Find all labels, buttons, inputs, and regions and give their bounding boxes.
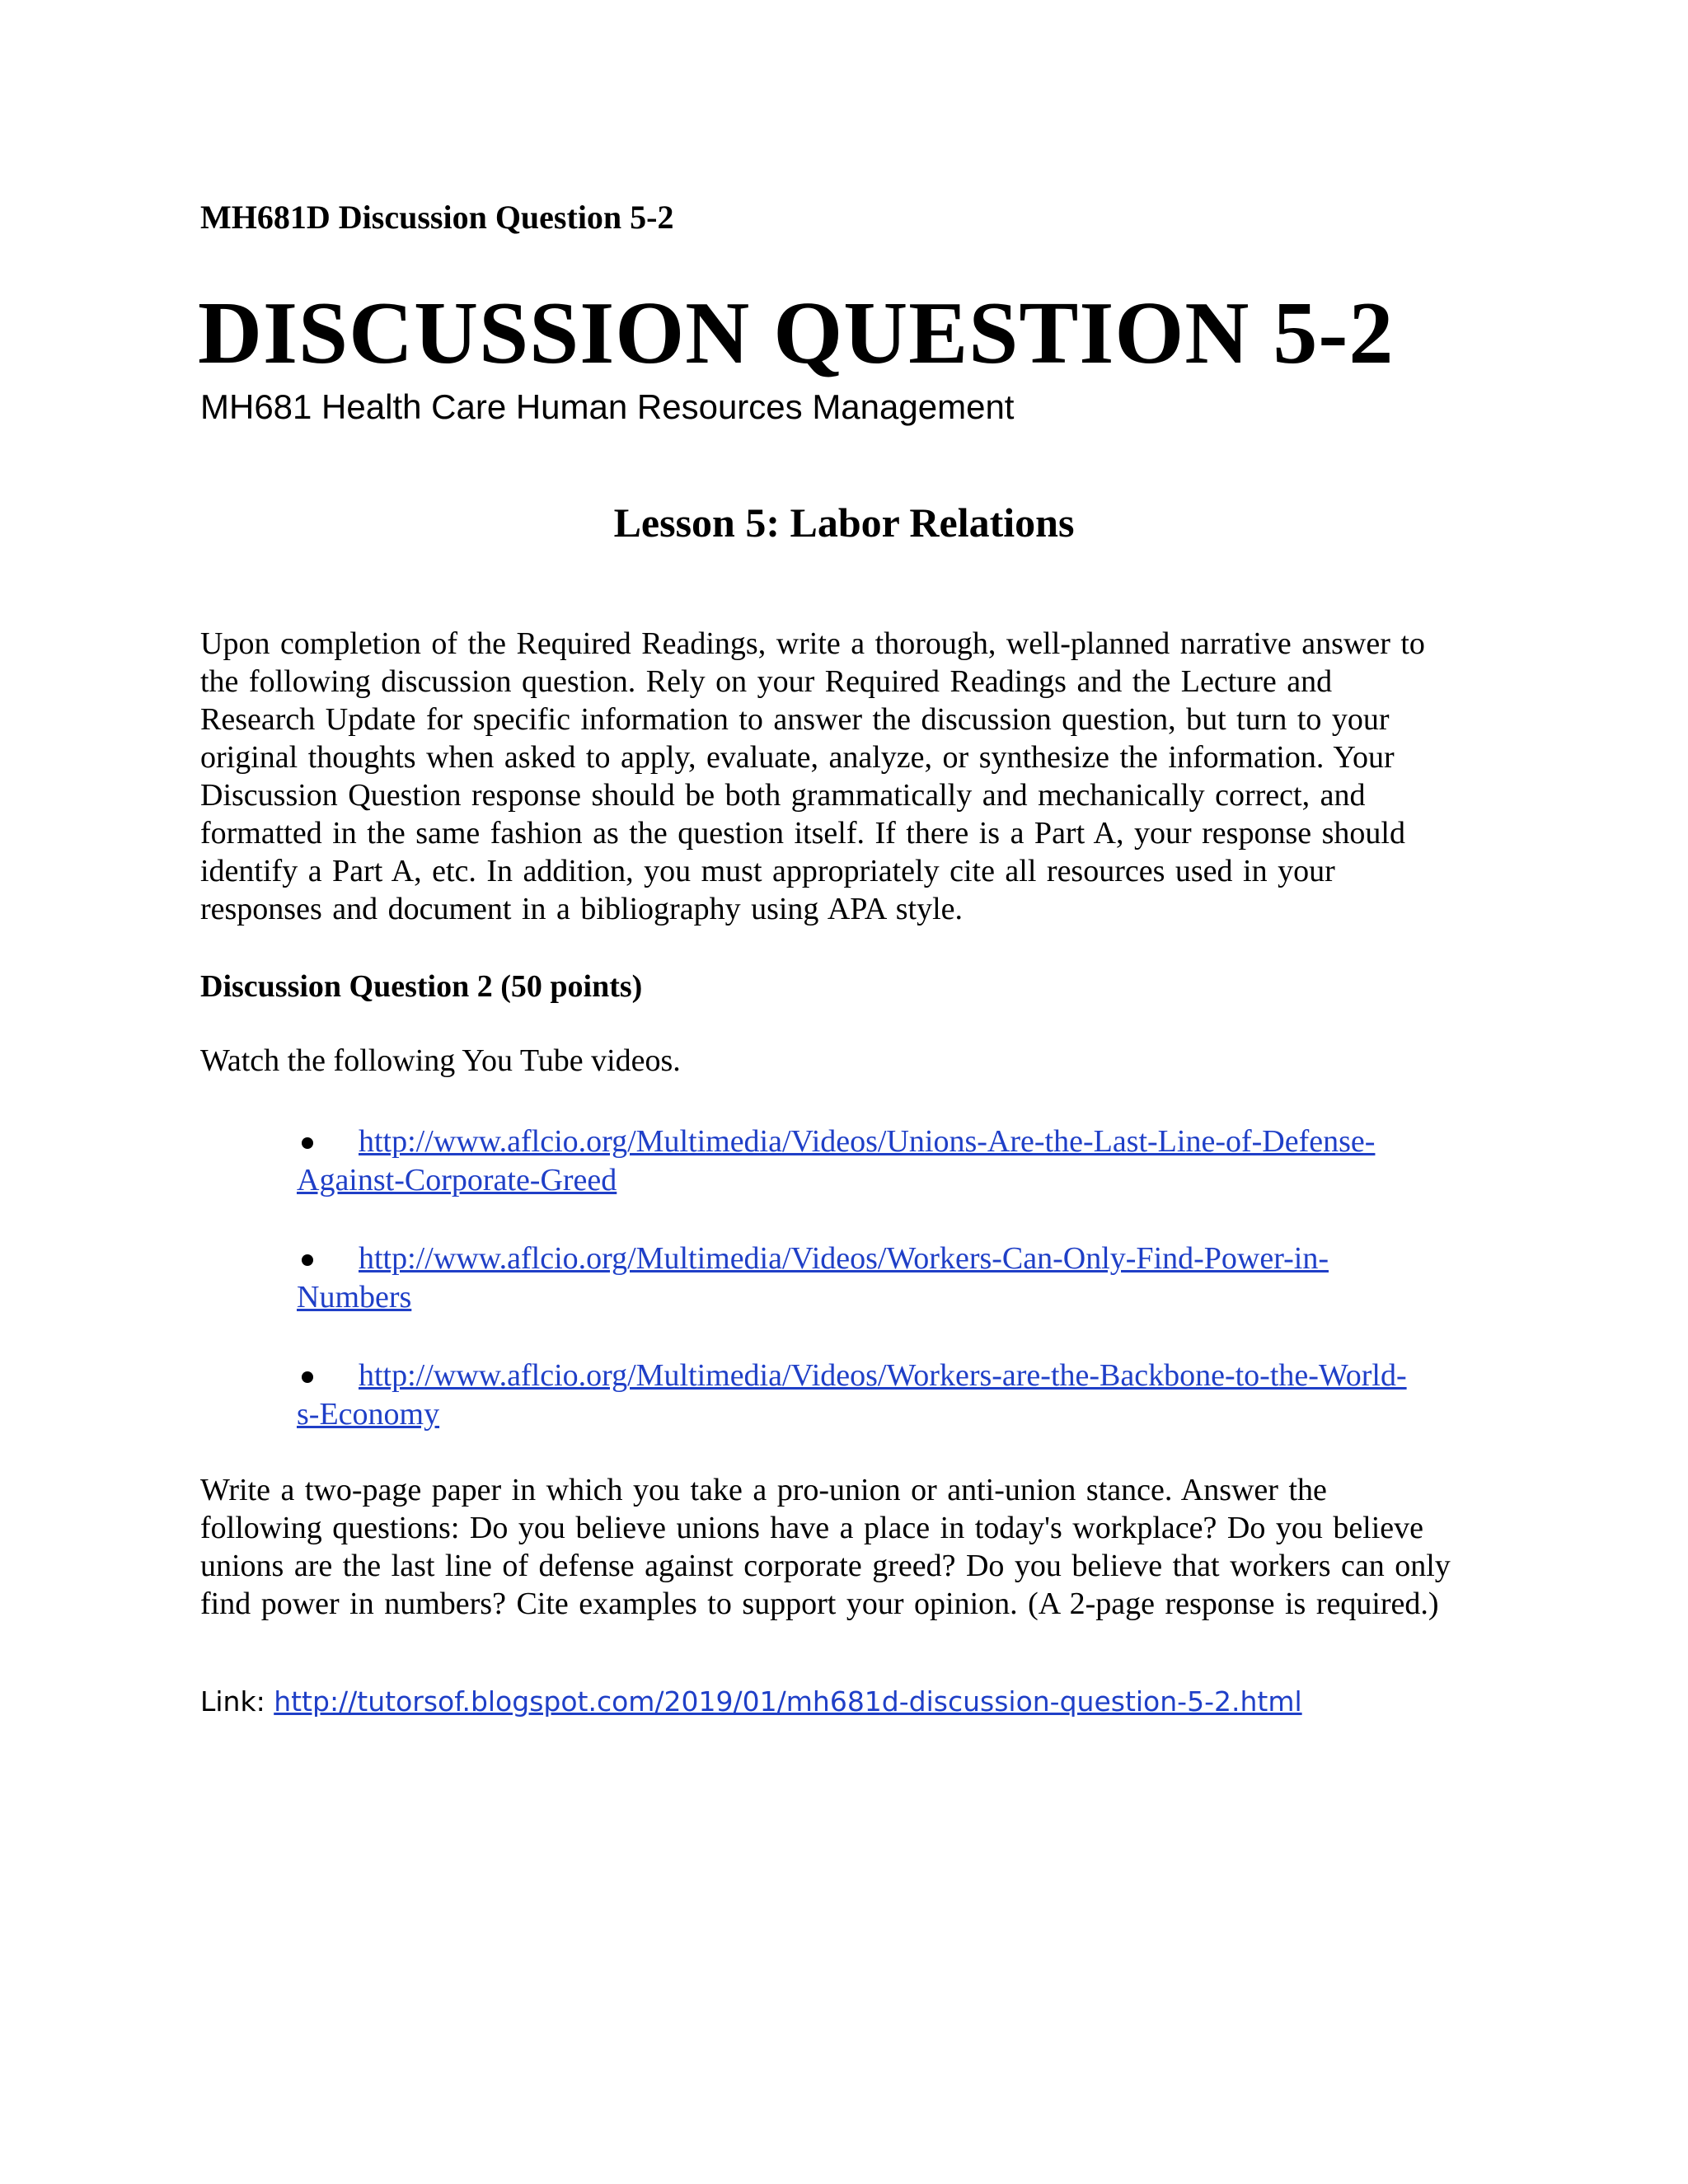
watch-instruction: Watch the following You Tube videos.: [200, 1043, 681, 1078]
source-link[interactable]: http://tutorsof.blogspot.com/2019/01/mh681d-discussion-question-5-2.html: [274, 1685, 1302, 1718]
paragraph-line: identify a Part A, etc. In addition, you must appropriately cite all resources used in your: [200, 854, 1335, 888]
page-title: DISCUSSION QUESTION 5-2: [198, 284, 1395, 382]
lesson-title: Lesson 5: Labor Relations: [613, 499, 1075, 546]
video-link-line: s-Economy: [297, 1397, 440, 1432]
bullet-icon: [297, 1357, 321, 1394]
video-link-3[interactable]: [297, 1357, 1492, 1434]
paragraph-line: Research Update for specific information to answer the discussion question, but turn to your: [200, 702, 1390, 737]
paragraph-line: responses and document in a bibliography using APA style.: [200, 892, 964, 926]
video-link-2[interactable]: [297, 1240, 1492, 1317]
paragraph-line: original thoughts when asked to apply, evaluate, analyze, or synthesize the information. Your: [200, 740, 1395, 775]
video-link-line: http://www.aflcio.org/Multimedia/Videos/Unions-Are-the-Last-Line-of-Defense-: [359, 1124, 1376, 1159]
video-list-item: [297, 1357, 1492, 1434]
source-link-line: [200, 1685, 1302, 1718]
paragraph-line: formatted in the same fashion as the question itself. If there is a Part A, your response should: [200, 816, 1405, 851]
instructions-paragraph: [200, 625, 1486, 928]
paragraph-line: Upon completion of the Required Readings, write a thorough, well-planned narrative answer to: [200, 626, 1425, 661]
video-link-line: http://www.aflcio.org/Multimedia/Videos/Workers-Can-Only-Find-Power-in-: [359, 1241, 1329, 1276]
paragraph-line: the following discussion question. Rely on your Required Readings and the Lecture and: [200, 664, 1333, 699]
video-link-1[interactable]: [297, 1122, 1492, 1200]
paragraph-line: unions are the last line of defense against corporate greed? Do you believe that workers can only: [200, 1549, 1451, 1583]
video-link-line: Numbers: [297, 1280, 412, 1315]
bullet-icon: [297, 1122, 321, 1160]
document-heading: MH681D Discussion Question 5-2: [200, 199, 674, 236]
link-label: Link:: [200, 1685, 265, 1718]
paragraph-line: find power in numbers? Cite examples to support your opinion. (A 2-page response is required.): [200, 1586, 1439, 1621]
question-heading: Discussion Question 2 (50 points): [200, 969, 643, 1004]
paragraph-line: following questions: Do you believe unions have a place in today's workplace? Do you believe: [200, 1511, 1424, 1545]
video-link-line: Against-Corporate-Greed: [297, 1163, 617, 1197]
paragraph-line: Discussion Question response should be both grammatically and mechanically correct, and: [200, 778, 1366, 813]
assignment-paragraph: [200, 1471, 1486, 1623]
video-link-line: http://www.aflcio.org/Multimedia/Videos/Workers-are-the-Backbone-to-the-World-: [359, 1358, 1407, 1393]
video-list-item: [297, 1122, 1492, 1200]
bullet-icon: [297, 1240, 321, 1277]
course-subtitle: MH681 Health Care Human Resources Management: [200, 387, 1015, 426]
video-list-item: [297, 1240, 1492, 1317]
paragraph-line: Write a two-page paper in which you take a pro-union or anti-union stance. Answer the: [200, 1473, 1327, 1507]
